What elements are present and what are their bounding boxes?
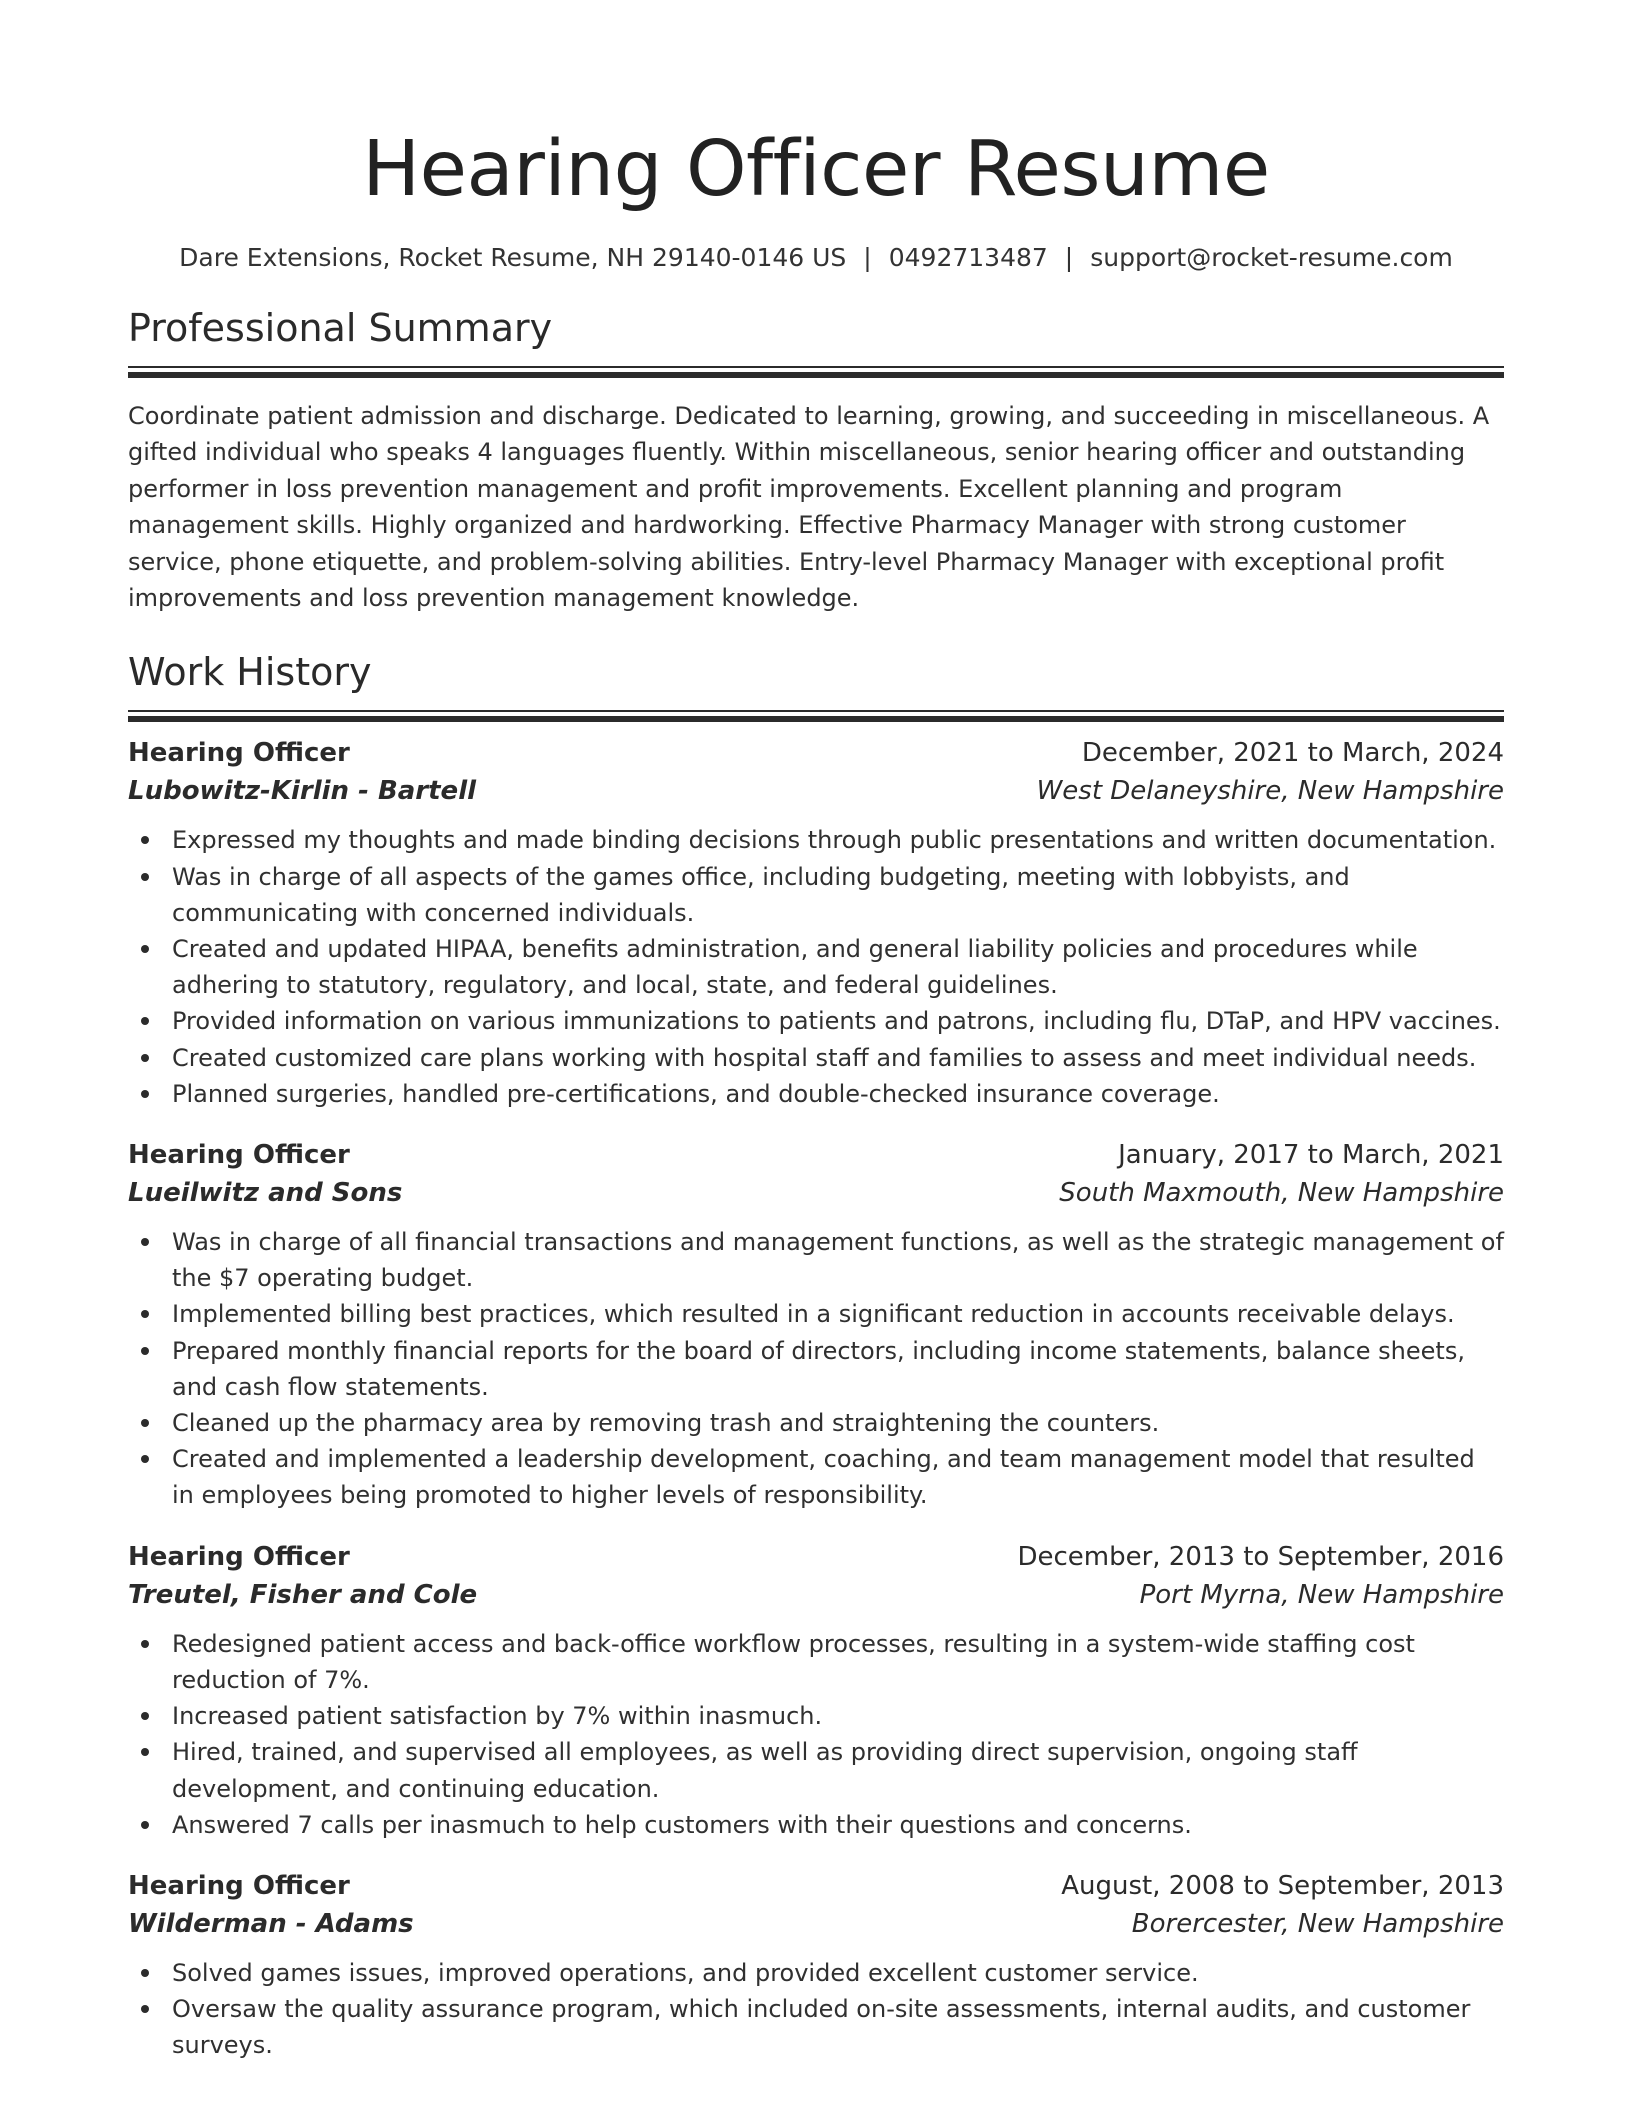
job-company: Lubowitz-Kirlin - Bartell — [128, 776, 477, 807]
job-company-row — [128, 1576, 1504, 1614]
job-bullet: Provided information on various immunizations to patients and patrons, including flu, DTaP, and HPV vaccines. — [128, 1003, 1504, 1039]
job-title-row — [128, 734, 1504, 772]
job-title-row — [128, 1538, 1504, 1576]
job-bullet: Expressed my thoughts and made binding decisions through public presentations and written documentation. — [128, 822, 1504, 858]
section-divider — [128, 710, 1504, 722]
job-location: West Delaneyshire, New Hampshire — [1036, 776, 1504, 807]
job-location: Port Myrna, New Hampshire — [1139, 1579, 1504, 1610]
contact-email: support@rocket-resume.com — [1090, 243, 1453, 272]
job-company-row — [128, 1905, 1504, 1943]
contact-phone: 0492713487 — [888, 243, 1048, 272]
job-entry — [128, 1136, 1504, 1514]
job-company: Treutel, Fisher and Cole — [128, 1579, 478, 1610]
professional-summary-section — [128, 302, 1504, 616]
contact-separator: | — [1064, 243, 1074, 272]
job-company: Lueilwitz and Sons — [128, 1178, 403, 1209]
job-title: Hearing Officer — [128, 1140, 350, 1171]
job-bullet: Oversaw the quality assurance program, which included on-site assessments, internal audits, and customer surveys. — [128, 1991, 1504, 2063]
job-title: Hearing Officer — [128, 1541, 350, 1572]
job-bullet: Implemented billing best practices, which resulted in a significant reduction in accounts receivable delays. — [128, 1296, 1504, 1332]
job-bullet-list — [128, 1955, 1504, 2064]
job-title-row — [128, 1136, 1504, 1174]
job-location: South Maxmouth, New Hampshire — [1059, 1178, 1504, 1209]
job-title: Hearing Officer — [128, 1870, 350, 1901]
job-entry — [128, 734, 1504, 1112]
job-bullet: Redesigned patient access and back-office workflow processes, resulting in a system-wide staffing cost reduction of 7%. — [128, 1626, 1504, 1698]
job-title: Hearing Officer — [128, 738, 350, 769]
job-bullet: Increased patient satisfaction by 7% within inasmuch. — [128, 1698, 1504, 1734]
job-bullet-list — [128, 822, 1504, 1112]
section-heading-summary: Professional Summary — [128, 306, 553, 350]
job-bullet-list — [128, 1224, 1504, 1514]
work-history-section — [128, 646, 1504, 2063]
job-dates: December, 2021 to March, 2024 — [1081, 738, 1504, 769]
job-bullet: Hired, trained, and supervised all employees, as well as providing direct supervision, ongoing staff development, and continuing education. — [128, 1734, 1504, 1806]
contact-line — [128, 238, 1504, 278]
summary-text: Coordinate patient admission and discharge. Dedicated to learning, growing, and succeeding in miscellaneous. A gifted individual who speaks 4 languages fluently. Within miscellaneous, senior hearing officer and outstanding performer in loss prevention management and profit improvements. Excellent planning and program management skills. Highly organized and hardworking. Effective Pharmacy Manager with strong customer service, phone etiquette, and problem-solving abilities. Entry-level Pharmacy Manager with exceptional profit improvements and loss prevention management knowledge. — [128, 402, 1490, 613]
page-title: Hearing Officer Resume — [362, 125, 1270, 214]
job-bullet: Created and implemented a leadership development, coaching, and team management model that resulted in employees being promoted to higher levels of responsibility. — [128, 1441, 1504, 1513]
job-bullet: Was in charge of all aspects of the games office, including budgeting, meeting with lobbyists, and communicating with concerned individuals. — [128, 859, 1504, 931]
section-divider — [128, 366, 1504, 378]
resume-page — [128, 0, 1504, 2088]
job-entry — [128, 1538, 1504, 1843]
job-bullet: Prepared monthly financial reports for the board of directors, including income statements, balance sheets, and cash flow statements. — [128, 1333, 1504, 1405]
contact-address: Dare Extensions, Rocket Resume, NH 29140-0146 US — [179, 243, 847, 272]
job-company-row — [128, 772, 1504, 810]
job-title-row — [128, 1867, 1504, 1905]
job-list — [128, 734, 1504, 2063]
job-entry — [128, 1867, 1504, 2064]
contact-separator: | — [863, 243, 872, 272]
job-dates: December, 2013 to September, 2016 — [1017, 1541, 1504, 1572]
job-dates: January, 2017 to March, 2021 — [1118, 1140, 1504, 1171]
job-bullet: Was in charge of all financial transactions and management functions, as well as the strategic management of the $7 operating budget. — [128, 1224, 1504, 1296]
job-company: Wilderman - Adams — [128, 1908, 414, 1939]
job-bullet: Solved games issues, improved operations, and provided excellent customer service. — [128, 1955, 1504, 1991]
job-bullet: Planned surgeries, handled pre-certifications, and double-checked insurance coverage. — [128, 1076, 1504, 1112]
job-bullet: Created customized care plans working with hospital staff and families to assess and meet individual needs. — [128, 1040, 1504, 1076]
job-company-row — [128, 1174, 1504, 1212]
job-dates: August, 2008 to September, 2013 — [1061, 1870, 1504, 1901]
job-bullet-list — [128, 1626, 1504, 1843]
job-bullet: Answered 7 calls per inasmuch to help customers with their questions and concerns. — [128, 1807, 1504, 1843]
job-location: Borercester, New Hampshire — [1131, 1908, 1504, 1939]
section-heading-work-history: Work History — [128, 650, 372, 695]
job-bullet: Cleaned up the pharmacy area by removing trash and straightening the counters. — [128, 1405, 1504, 1441]
job-bullet: Created and updated HIPAA, benefits administration, and general liability policies and procedures while adhering to statutory, regulatory, and local, state, and federal guidelines. — [128, 931, 1504, 1003]
